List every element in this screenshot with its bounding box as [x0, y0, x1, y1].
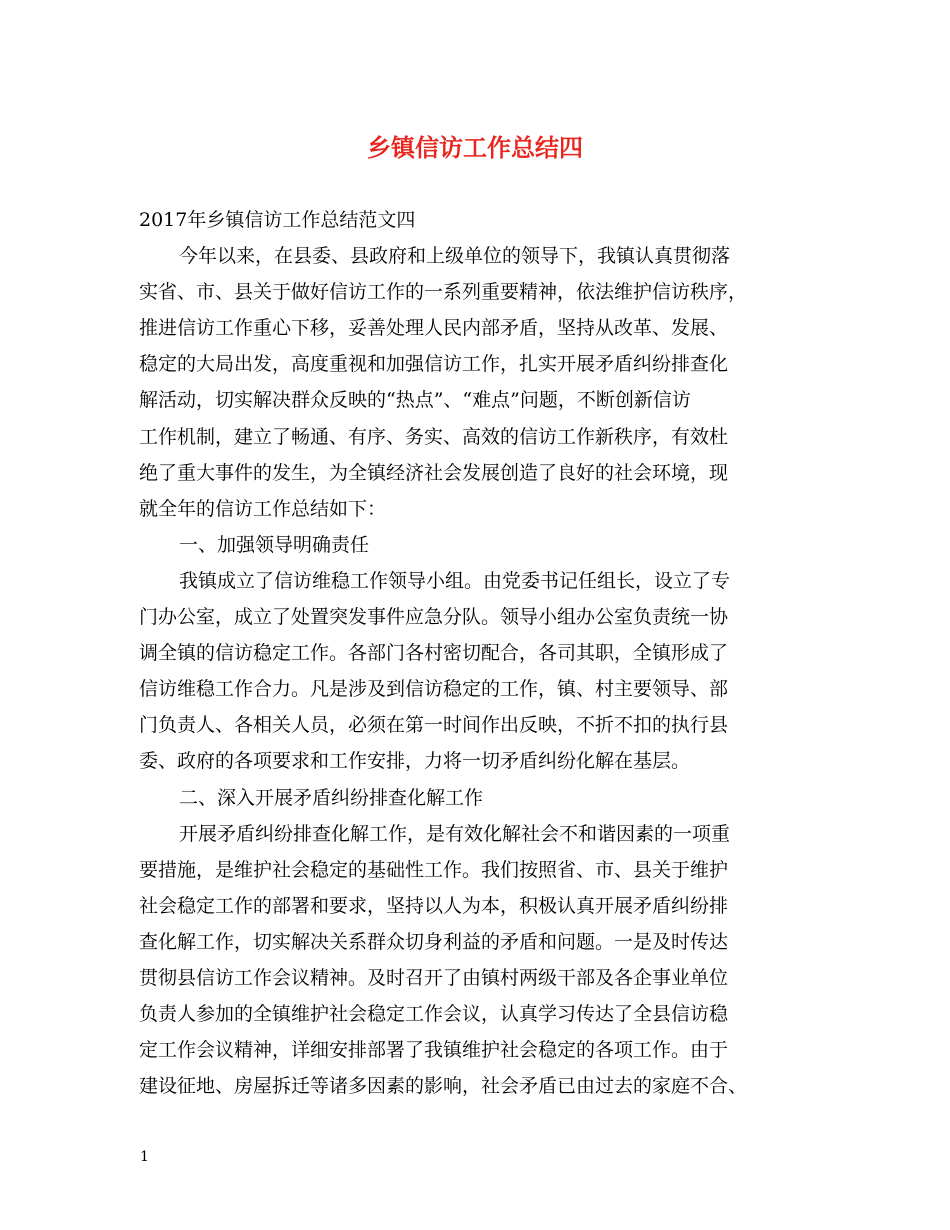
- paragraph-line: 定工作会议精神，详细安排部署了我镇维护社会稳定的各项工作。由于: [139, 1039, 729, 1062]
- paragraph-line: 调全镇的信访稳定工作。各部门各村密切配合，各司其职，全镇形成了: [139, 642, 729, 665]
- paragraph-line: 我镇成立了信访维稳工作领导小组。由党委书记任组长，设立了专: [179, 569, 731, 592]
- section-heading-1: [139, 527, 815, 563]
- paragraph-line: 委、政府的各项要求和工作安排，力将一切矛盾纠纷化解在基层。: [139, 750, 691, 773]
- paragraph-line: 今年以来，在县委、县政府和上级单位的领导下，我镇认真贯彻落: [179, 245, 731, 268]
- paragraph-line: 负责人参加的全镇维护社会稳定工作会议，认真学习传达了全县信访稳: [139, 1003, 729, 1026]
- paragraph-section-1: [139, 563, 815, 780]
- section-heading-2: [139, 780, 815, 816]
- paragraph-line: 就全年的信访工作总结如下：: [139, 497, 387, 520]
- paragraph-section-2: [139, 816, 815, 1105]
- paragraph-line: 查化解工作，切实解决关系群众切身利益的矛盾和问题。一是及时传达: [139, 930, 729, 953]
- paragraph-line: 信访维稳工作合力。凡是涉及到信访稳定的工作，镇、村主要领导、部: [139, 678, 729, 701]
- paragraph-line: 要措施，是维护社会稳定的基础性工作。我们按照省、市、县关于维护: [139, 858, 729, 881]
- document-subtitle: [139, 202, 815, 238]
- document-title: 乡镇信访工作总结四: [367, 133, 583, 162]
- paragraph-line: 稳定的大局出发，高度重视和加强信访工作，扎实开展矛盾纠纷排查化: [139, 353, 729, 376]
- subtitle-line: 2017年乡镇信访工作总结范文四: [139, 209, 416, 231]
- section-heading-line: 二、深入开展矛盾纠纷排查化解工作: [179, 786, 484, 809]
- paragraph-line: 贯彻县信访工作会议精神。及时召开了由镇村两级干部及各企事业单位: [139, 966, 729, 989]
- paragraph-line: 门负责人、各相关人员，必须在第一时间作出反映，不折不扣的执行县: [139, 714, 729, 737]
- paragraph-line: 绝了重大事件的发生，为全镇经济社会发展创造了良好的社会环境，现: [139, 461, 729, 484]
- paragraph-line: 实省、市、县关于做好信访工作的一系列重要精神，依法维护信访秩序，: [139, 281, 748, 304]
- paragraph-line: 建设征地、房屋拆迁等诸多因素的影响，社会矛盾已由过去的家庭不合、: [139, 1075, 748, 1098]
- paragraph-line: 社会稳定工作的部署和要求，坚持以人为本，积极认真开展矛盾纠纷排: [139, 894, 729, 917]
- paragraph-line: 解活动，切实解决群众反映的“热点”、“难点”问题，不断创新信访: [139, 389, 691, 412]
- paragraph-line: 工作机制，建立了畅通、有序、务实、高效的信访工作新秩序，有效杜: [139, 425, 729, 448]
- paragraph-line: 推进信访工作重心下移，妥善处理人民内部矛盾，坚持从改革、发展、: [139, 317, 729, 340]
- paragraph-line: 开展矛盾纠纷排查化解工作，是有效化解社会不和谐因素的一项重: [179, 822, 731, 845]
- document-body: [139, 202, 815, 1104]
- section-heading-line: 一、加强领导明确责任: [179, 533, 370, 556]
- page-number: 1: [140, 1149, 149, 1165]
- paragraph-intro: [139, 238, 815, 527]
- paragraph-line: 门办公室，成立了处置突发事件应急分队。领导小组办公室负责统一协: [139, 606, 729, 629]
